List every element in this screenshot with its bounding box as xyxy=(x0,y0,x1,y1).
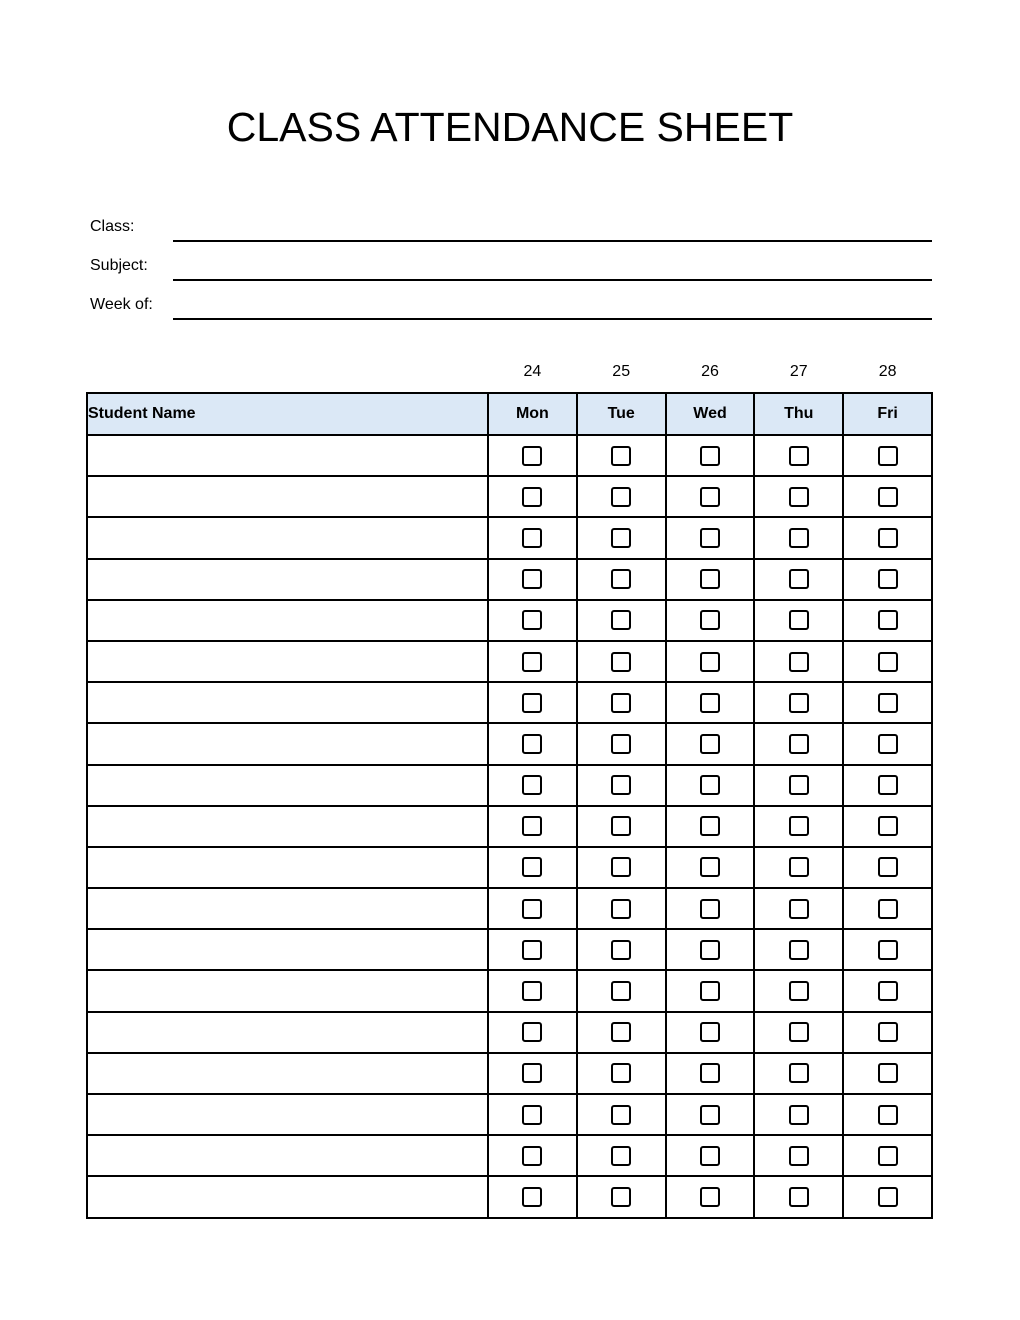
attendance-cell-wed xyxy=(666,559,755,600)
attendance-checkbox[interactable] xyxy=(611,816,631,836)
attendance-checkbox[interactable] xyxy=(522,1105,542,1125)
week-of-field xyxy=(90,290,932,320)
table-row xyxy=(87,1094,932,1135)
student-name-cell[interactable] xyxy=(87,847,488,888)
student-name-cell[interactable] xyxy=(87,517,488,558)
table-row xyxy=(87,1053,932,1094)
attendance-table xyxy=(86,392,933,1219)
day-header-fri: Fri xyxy=(843,393,932,435)
attendance-checkbox[interactable] xyxy=(522,981,542,1001)
attendance-cell-wed xyxy=(666,682,755,723)
student-name-cell[interactable] xyxy=(87,600,488,641)
table-row xyxy=(87,682,932,723)
attendance-cell-mon xyxy=(488,1094,577,1135)
attendance-checkbox[interactable] xyxy=(611,857,631,877)
attendance-cell-fri xyxy=(843,559,932,600)
attendance-cell-fri xyxy=(843,765,932,806)
class-field xyxy=(90,212,932,242)
attendance-checkbox[interactable] xyxy=(878,1146,898,1166)
attendance-cell-fri xyxy=(843,682,932,723)
attendance-cell-fri xyxy=(843,1176,932,1217)
attendance-checkbox[interactable] xyxy=(789,734,809,754)
day-header-wed: Wed xyxy=(666,393,755,435)
attendance-cell-tue xyxy=(577,847,666,888)
attendance-checkbox[interactable] xyxy=(522,528,542,548)
student-name-cell[interactable] xyxy=(87,641,488,682)
attendance-checkbox[interactable] xyxy=(700,1146,720,1166)
attendance-checkbox[interactable] xyxy=(522,1187,542,1207)
attendance-checkbox[interactable] xyxy=(789,1063,809,1083)
attendance-checkbox[interactable] xyxy=(878,857,898,877)
attendance-checkbox[interactable] xyxy=(700,775,720,795)
attendance-cell-thu xyxy=(754,1135,843,1176)
attendance-checkbox[interactable] xyxy=(878,940,898,960)
table-row xyxy=(87,765,932,806)
attendance-checkbox[interactable] xyxy=(700,1022,720,1042)
student-name-cell[interactable] xyxy=(87,1135,488,1176)
attendance-checkbox[interactable] xyxy=(789,940,809,960)
attendance-checkbox[interactable] xyxy=(522,446,542,466)
subject-field xyxy=(90,251,932,281)
attendance-checkbox[interactable] xyxy=(878,693,898,713)
attendance-cell-tue xyxy=(577,1094,666,1135)
attendance-cell-mon xyxy=(488,682,577,723)
attendance-cell-wed xyxy=(666,1094,755,1135)
table-row xyxy=(87,600,932,641)
table-row xyxy=(87,806,932,847)
page-title: CLASS ATTENDANCE SHEET xyxy=(226,104,794,150)
attendance-checkbox[interactable] xyxy=(611,734,631,754)
attendance-cell-mon xyxy=(488,435,577,476)
attendance-cell-tue xyxy=(577,929,666,970)
attendance-cell-tue xyxy=(577,641,666,682)
attendance-checkbox[interactable] xyxy=(789,528,809,548)
attendance-checkbox[interactable] xyxy=(789,1105,809,1125)
attendance-cell-thu xyxy=(754,723,843,764)
attendance-cell-thu xyxy=(754,517,843,558)
day-header-mon: Mon xyxy=(488,393,577,435)
attendance-cell-wed xyxy=(666,517,755,558)
attendance-cell-fri xyxy=(843,888,932,929)
attendance-cell-mon xyxy=(488,1053,577,1094)
attendance-checkbox[interactable] xyxy=(878,816,898,836)
attendance-cell-thu xyxy=(754,682,843,723)
student-name-cell[interactable] xyxy=(87,1176,488,1217)
attendance-checkbox[interactable] xyxy=(700,1105,720,1125)
date-fri: 28 xyxy=(878,363,897,380)
attendance-checkbox[interactable] xyxy=(789,1146,809,1166)
attendance-checkbox[interactable] xyxy=(611,528,631,548)
attendance-checkbox[interactable] xyxy=(878,652,898,672)
attendance-checkbox[interactable] xyxy=(700,528,720,548)
attendance-checkbox[interactable] xyxy=(611,610,631,630)
attendance-cell-fri xyxy=(843,1053,932,1094)
attendance-cell-fri xyxy=(843,806,932,847)
attendance-checkbox[interactable] xyxy=(522,775,542,795)
table-row xyxy=(87,476,932,517)
attendance-cell-tue xyxy=(577,970,666,1011)
attendance-cell-wed xyxy=(666,641,755,682)
attendance-cell-mon xyxy=(488,641,577,682)
attendance-checkbox[interactable] xyxy=(878,487,898,507)
week-of-input-line[interactable] xyxy=(173,298,932,320)
attendance-cell-tue xyxy=(577,600,666,641)
attendance-cell-mon xyxy=(488,888,577,929)
attendance-cell-fri xyxy=(843,600,932,641)
attendance-checkbox[interactable] xyxy=(700,734,720,754)
attendance-checkbox[interactable] xyxy=(789,816,809,836)
table-row xyxy=(87,1135,932,1176)
attendance-cell-mon xyxy=(488,1135,577,1176)
attendance-cell-wed xyxy=(666,476,755,517)
attendance-checkbox[interactable] xyxy=(522,940,542,960)
attendance-checkbox[interactable] xyxy=(522,899,542,919)
student-name-cell[interactable] xyxy=(87,682,488,723)
attendance-checkbox[interactable] xyxy=(611,1146,631,1166)
attendance-checkbox[interactable] xyxy=(700,857,720,877)
attendance-cell-thu xyxy=(754,641,843,682)
attendance-checkbox[interactable] xyxy=(700,610,720,630)
attendance-cell-fri xyxy=(843,847,932,888)
attendance-cell-fri xyxy=(843,476,932,517)
attendance-checkbox[interactable] xyxy=(878,1022,898,1042)
attendance-cell-thu xyxy=(754,1176,843,1217)
attendance-cell-fri xyxy=(843,641,932,682)
attendance-checkbox[interactable] xyxy=(522,652,542,672)
attendance-checkbox[interactable] xyxy=(522,857,542,877)
attendance-cell-wed xyxy=(666,435,755,476)
attendance-cell-fri xyxy=(843,929,932,970)
attendance-cell-thu xyxy=(754,847,843,888)
attendance-checkbox[interactable] xyxy=(611,981,631,1001)
attendance-cell-wed xyxy=(666,1053,755,1094)
attendance-cell-thu xyxy=(754,559,843,600)
attendance-cell-thu xyxy=(754,929,843,970)
attendance-checkbox[interactable] xyxy=(789,899,809,919)
attendance-checkbox[interactable] xyxy=(700,569,720,589)
attendance-cell-wed xyxy=(666,1135,755,1176)
attendance-checkbox[interactable] xyxy=(522,1146,542,1166)
attendance-cell-mon xyxy=(488,600,577,641)
attendance-cell-thu xyxy=(754,806,843,847)
day-header-thu: Thu xyxy=(754,393,843,435)
attendance-checkbox[interactable] xyxy=(878,775,898,795)
date-wed: 26 xyxy=(701,363,719,380)
attendance-checkbox[interactable] xyxy=(700,487,720,507)
attendance-checkbox[interactable] xyxy=(789,1187,809,1207)
attendance-cell-mon xyxy=(488,765,577,806)
week-of-label: Week of: xyxy=(90,296,153,313)
student-name-cell[interactable] xyxy=(87,1012,488,1053)
attendance-checkbox[interactable] xyxy=(700,652,720,672)
student-name-cell[interactable] xyxy=(87,723,488,764)
attendance-checkbox[interactable] xyxy=(789,569,809,589)
table-row xyxy=(87,517,932,558)
attendance-checkbox[interactable] xyxy=(789,775,809,795)
attendance-checkbox[interactable] xyxy=(522,610,542,630)
attendance-checkbox[interactable] xyxy=(611,487,631,507)
attendance-checkbox[interactable] xyxy=(789,981,809,1001)
student-name-header: Student Name xyxy=(87,393,488,435)
student-name-cell[interactable] xyxy=(87,806,488,847)
attendance-cell-wed xyxy=(666,847,755,888)
attendance-checkbox[interactable] xyxy=(522,1063,542,1083)
attendance-cell-mon xyxy=(488,929,577,970)
student-name-cell[interactable] xyxy=(87,435,488,476)
attendance-cell-tue xyxy=(577,559,666,600)
attendance-checkbox[interactable] xyxy=(878,569,898,589)
attendance-cell-thu xyxy=(754,765,843,806)
class-label: Class: xyxy=(90,218,135,235)
attendance-checkbox[interactable] xyxy=(611,569,631,589)
attendance-checkbox[interactable] xyxy=(522,816,542,836)
attendance-checkbox[interactable] xyxy=(700,940,720,960)
attendance-cell-fri xyxy=(843,517,932,558)
subject-label: Subject: xyxy=(90,257,148,274)
attendance-checkbox[interactable] xyxy=(878,1187,898,1207)
attendance-cell-thu xyxy=(754,600,843,641)
table-row xyxy=(87,929,932,970)
attendance-cell-wed xyxy=(666,1176,755,1217)
attendance-cell-tue xyxy=(577,435,666,476)
attendance-checkbox[interactable] xyxy=(789,652,809,672)
date-row xyxy=(488,363,932,385)
student-name-cell[interactable] xyxy=(87,1053,488,1094)
attendance-checkbox[interactable] xyxy=(611,1187,631,1207)
attendance-cell-mon xyxy=(488,1176,577,1217)
attendance-checkbox[interactable] xyxy=(522,487,542,507)
attendance-checkbox[interactable] xyxy=(789,446,809,466)
attendance-checkbox[interactable] xyxy=(700,446,720,466)
attendance-checkbox[interactable] xyxy=(878,899,898,919)
attendance-checkbox[interactable] xyxy=(611,693,631,713)
student-name-cell[interactable] xyxy=(87,929,488,970)
attendance-cell-wed xyxy=(666,765,755,806)
attendance-cell-mon xyxy=(488,517,577,558)
attendance-checkbox[interactable] xyxy=(700,981,720,1001)
attendance-cell-wed xyxy=(666,888,755,929)
attendance-checkbox[interactable] xyxy=(700,899,720,919)
attendance-cell-wed xyxy=(666,723,755,764)
attendance-checkbox[interactable] xyxy=(878,1105,898,1125)
student-name-cell[interactable] xyxy=(87,476,488,517)
table-row xyxy=(87,888,932,929)
attendance-checkbox[interactable] xyxy=(611,1063,631,1083)
attendance-cell-tue xyxy=(577,806,666,847)
attendance-cell-tue xyxy=(577,1135,666,1176)
attendance-checkbox[interactable] xyxy=(700,693,720,713)
attendance-checkbox[interactable] xyxy=(611,899,631,919)
attendance-cell-thu xyxy=(754,1053,843,1094)
table-row xyxy=(87,847,932,888)
attendance-cell-thu xyxy=(754,970,843,1011)
attendance-checkbox[interactable] xyxy=(611,446,631,466)
date-mon: 24 xyxy=(523,363,542,380)
attendance-checkbox[interactable] xyxy=(700,1063,720,1083)
table-row xyxy=(87,435,932,476)
attendance-checkbox[interactable] xyxy=(878,981,898,1001)
student-name-cell[interactable] xyxy=(87,765,488,806)
attendance-checkbox[interactable] xyxy=(878,734,898,754)
attendance-checkbox[interactable] xyxy=(522,693,542,713)
attendance-checkbox[interactable] xyxy=(522,734,542,754)
table-row xyxy=(87,1012,932,1053)
table-header-row xyxy=(87,393,932,435)
table-row xyxy=(87,723,932,764)
student-name-cell[interactable] xyxy=(87,1094,488,1135)
table-row xyxy=(87,970,932,1011)
attendance-cell-wed xyxy=(666,1012,755,1053)
attendance-checkbox[interactable] xyxy=(878,1063,898,1083)
attendance-checkbox[interactable] xyxy=(611,775,631,795)
attendance-cell-tue xyxy=(577,517,666,558)
attendance-cell-tue xyxy=(577,682,666,723)
attendance-cell-mon xyxy=(488,806,577,847)
attendance-cell-tue xyxy=(577,1012,666,1053)
subject-input-line[interactable] xyxy=(173,259,932,281)
attendance-checkbox[interactable] xyxy=(878,528,898,548)
attendance-cell-fri xyxy=(843,970,932,1011)
attendance-checkbox[interactable] xyxy=(611,1022,631,1042)
student-name-cell[interactable] xyxy=(87,970,488,1011)
date-tue: 25 xyxy=(612,363,631,380)
table-body xyxy=(87,435,932,1218)
attendance-cell-tue xyxy=(577,476,666,517)
attendance-checkbox[interactable] xyxy=(789,1022,809,1042)
attendance-cell-fri xyxy=(843,1012,932,1053)
attendance-cell-wed xyxy=(666,970,755,1011)
attendance-checkbox[interactable] xyxy=(789,693,809,713)
attendance-cell-mon xyxy=(488,559,577,600)
attendance-cell-thu xyxy=(754,888,843,929)
table-row xyxy=(87,1176,932,1217)
attendance-checkbox[interactable] xyxy=(700,1187,720,1207)
attendance-cell-wed xyxy=(666,806,755,847)
attendance-cell-mon xyxy=(488,847,577,888)
attendance-cell-tue xyxy=(577,723,666,764)
attendance-checkbox[interactable] xyxy=(611,1105,631,1125)
attendance-checkbox[interactable] xyxy=(789,857,809,877)
attendance-checkbox[interactable] xyxy=(789,487,809,507)
attendance-cell-tue xyxy=(577,765,666,806)
attendance-cell-fri xyxy=(843,723,932,764)
attendance-cell-mon xyxy=(488,476,577,517)
attendance-checkbox[interactable] xyxy=(611,940,631,960)
attendance-cell-wed xyxy=(666,600,755,641)
table-row xyxy=(87,559,932,600)
date-thu: 27 xyxy=(789,363,808,380)
class-input-line[interactable] xyxy=(173,220,932,242)
attendance-cell-fri xyxy=(843,435,932,476)
attendance-cell-thu xyxy=(754,1094,843,1135)
attendance-cell-thu xyxy=(754,476,843,517)
student-name-cell[interactable] xyxy=(87,559,488,600)
attendance-cell-mon xyxy=(488,970,577,1011)
attendance-cell-thu xyxy=(754,1012,843,1053)
attendance-cell-thu xyxy=(754,435,843,476)
attendance-cell-fri xyxy=(843,1094,932,1135)
attendance-cell-fri xyxy=(843,1135,932,1176)
attendance-checkbox[interactable] xyxy=(522,1022,542,1042)
day-header-tue: Tue xyxy=(577,393,666,435)
table-row xyxy=(87,641,932,682)
attendance-checkbox[interactable] xyxy=(700,816,720,836)
attendance-checkbox[interactable] xyxy=(611,652,631,672)
attendance-checkbox[interactable] xyxy=(789,610,809,630)
attendance-cell-tue xyxy=(577,1176,666,1217)
attendance-cell-wed xyxy=(666,929,755,970)
attendance-cell-tue xyxy=(577,888,666,929)
attendance-checkbox[interactable] xyxy=(522,569,542,589)
attendance-cell-mon xyxy=(488,1012,577,1053)
attendance-checkbox[interactable] xyxy=(878,610,898,630)
student-name-cell[interactable] xyxy=(87,888,488,929)
attendance-cell-tue xyxy=(577,1053,666,1094)
attendance-cell-mon xyxy=(488,723,577,764)
attendance-checkbox[interactable] xyxy=(878,446,898,466)
